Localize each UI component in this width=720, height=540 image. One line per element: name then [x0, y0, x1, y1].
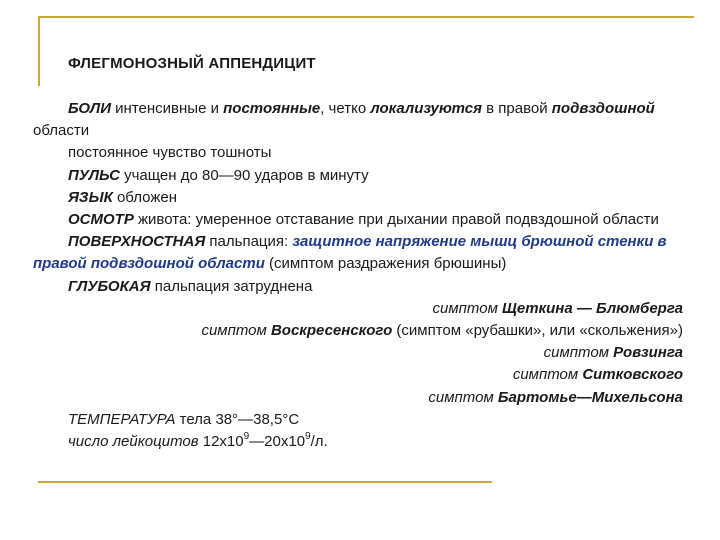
symptom-name: Бартомье—Михельсона: [497, 388, 683, 406]
symptom-shchetkin: [33, 298, 693, 320]
top-rule: [38, 16, 694, 18]
term-tongue: ЯЗЫК: [68, 188, 113, 206]
symptom-word: симптом: [201, 322, 271, 340]
symptom-name: Воскресенского: [270, 322, 393, 340]
symptom-name: Щеткина — Блюмберга: [502, 299, 683, 317]
line-superficial: [33, 231, 693, 275]
text-fragment: области: [33, 122, 90, 140]
term-pain: БОЛИ: [68, 100, 111, 117]
term-superficial: ПОВЕРХНОСТНАЯ: [68, 233, 206, 251]
symptom-voskresensky: [33, 320, 693, 342]
term-temperature: ТЕМПЕРАТУРА: [68, 410, 176, 428]
line-deep: [33, 276, 693, 298]
text-fragment: живота: умеренное отставание при дыхании правой подвздошной области: [133, 211, 659, 229]
text-fragment: (симптом раздражения брюшины): [264, 255, 507, 273]
line-pulse: [33, 165, 693, 187]
exponent: 9: [305, 431, 311, 443]
symptom-word: симптом: [432, 299, 503, 317]
exponent: 9: [243, 431, 250, 443]
line-pain: [33, 98, 693, 142]
symptom-word: симптом: [428, 388, 498, 406]
line-exam: [33, 209, 693, 231]
line-nausea: постоянное чувство тошноты: [68, 144, 272, 162]
text-fragment: тела 38°—38,5°С: [175, 410, 300, 428]
text-fragment: пальпация затруднена: [150, 277, 313, 295]
line-tongue: [33, 187, 693, 209]
symptom-rovsing: [33, 342, 693, 364]
line-leukocytes: [33, 431, 693, 453]
unit-fragment: /л.: [310, 433, 328, 451]
term-leukocytes: число лейкоцитов: [68, 433, 199, 451]
symptom-word: симптом: [543, 344, 614, 362]
bottom-rule: [38, 481, 492, 483]
slide-body: [33, 98, 693, 453]
symptom-name: Ситковского: [582, 366, 683, 384]
term-constant: постоянные: [223, 100, 321, 117]
symptom-word: симптом: [512, 366, 583, 384]
term-pulse: ПУЛЬС: [68, 166, 120, 184]
text-fragment: обложен: [112, 188, 177, 206]
text-fragment: в правой: [481, 100, 552, 117]
term-exam: ОСМОТР: [68, 211, 134, 229]
symptom-name: Ровзинга: [613, 344, 683, 362]
symptom-sitkovsky: [33, 364, 693, 386]
symptom-bartomier: [33, 387, 693, 409]
term-iliac: подвздошной: [551, 100, 655, 117]
text-fragment: (симптом «рубашки», или «скольжения»): [392, 322, 683, 340]
line-temperature: [33, 409, 693, 431]
muscle-tension-note: защитное напряжение мышц брюшной стенки в правой подвздошной области: [33, 233, 667, 273]
term-deep: ГЛУБОКАЯ: [68, 277, 151, 295]
text-fragment: интенсивные и: [111, 100, 224, 117]
text-fragment: пальпация:: [205, 233, 293, 251]
value-fragment: —20х10: [249, 433, 306, 451]
slide-title: ФЛЕГМОНОЗНЫЙ АППЕНДИЦИТ: [68, 55, 316, 72]
text-fragment: , четко: [320, 100, 371, 117]
text-fragment: учащен до 80—90 ударов в минуту: [119, 166, 369, 184]
left-rule: [38, 16, 40, 86]
value-fragment: 12х10: [198, 433, 244, 451]
term-localized: локализуются: [370, 100, 482, 117]
